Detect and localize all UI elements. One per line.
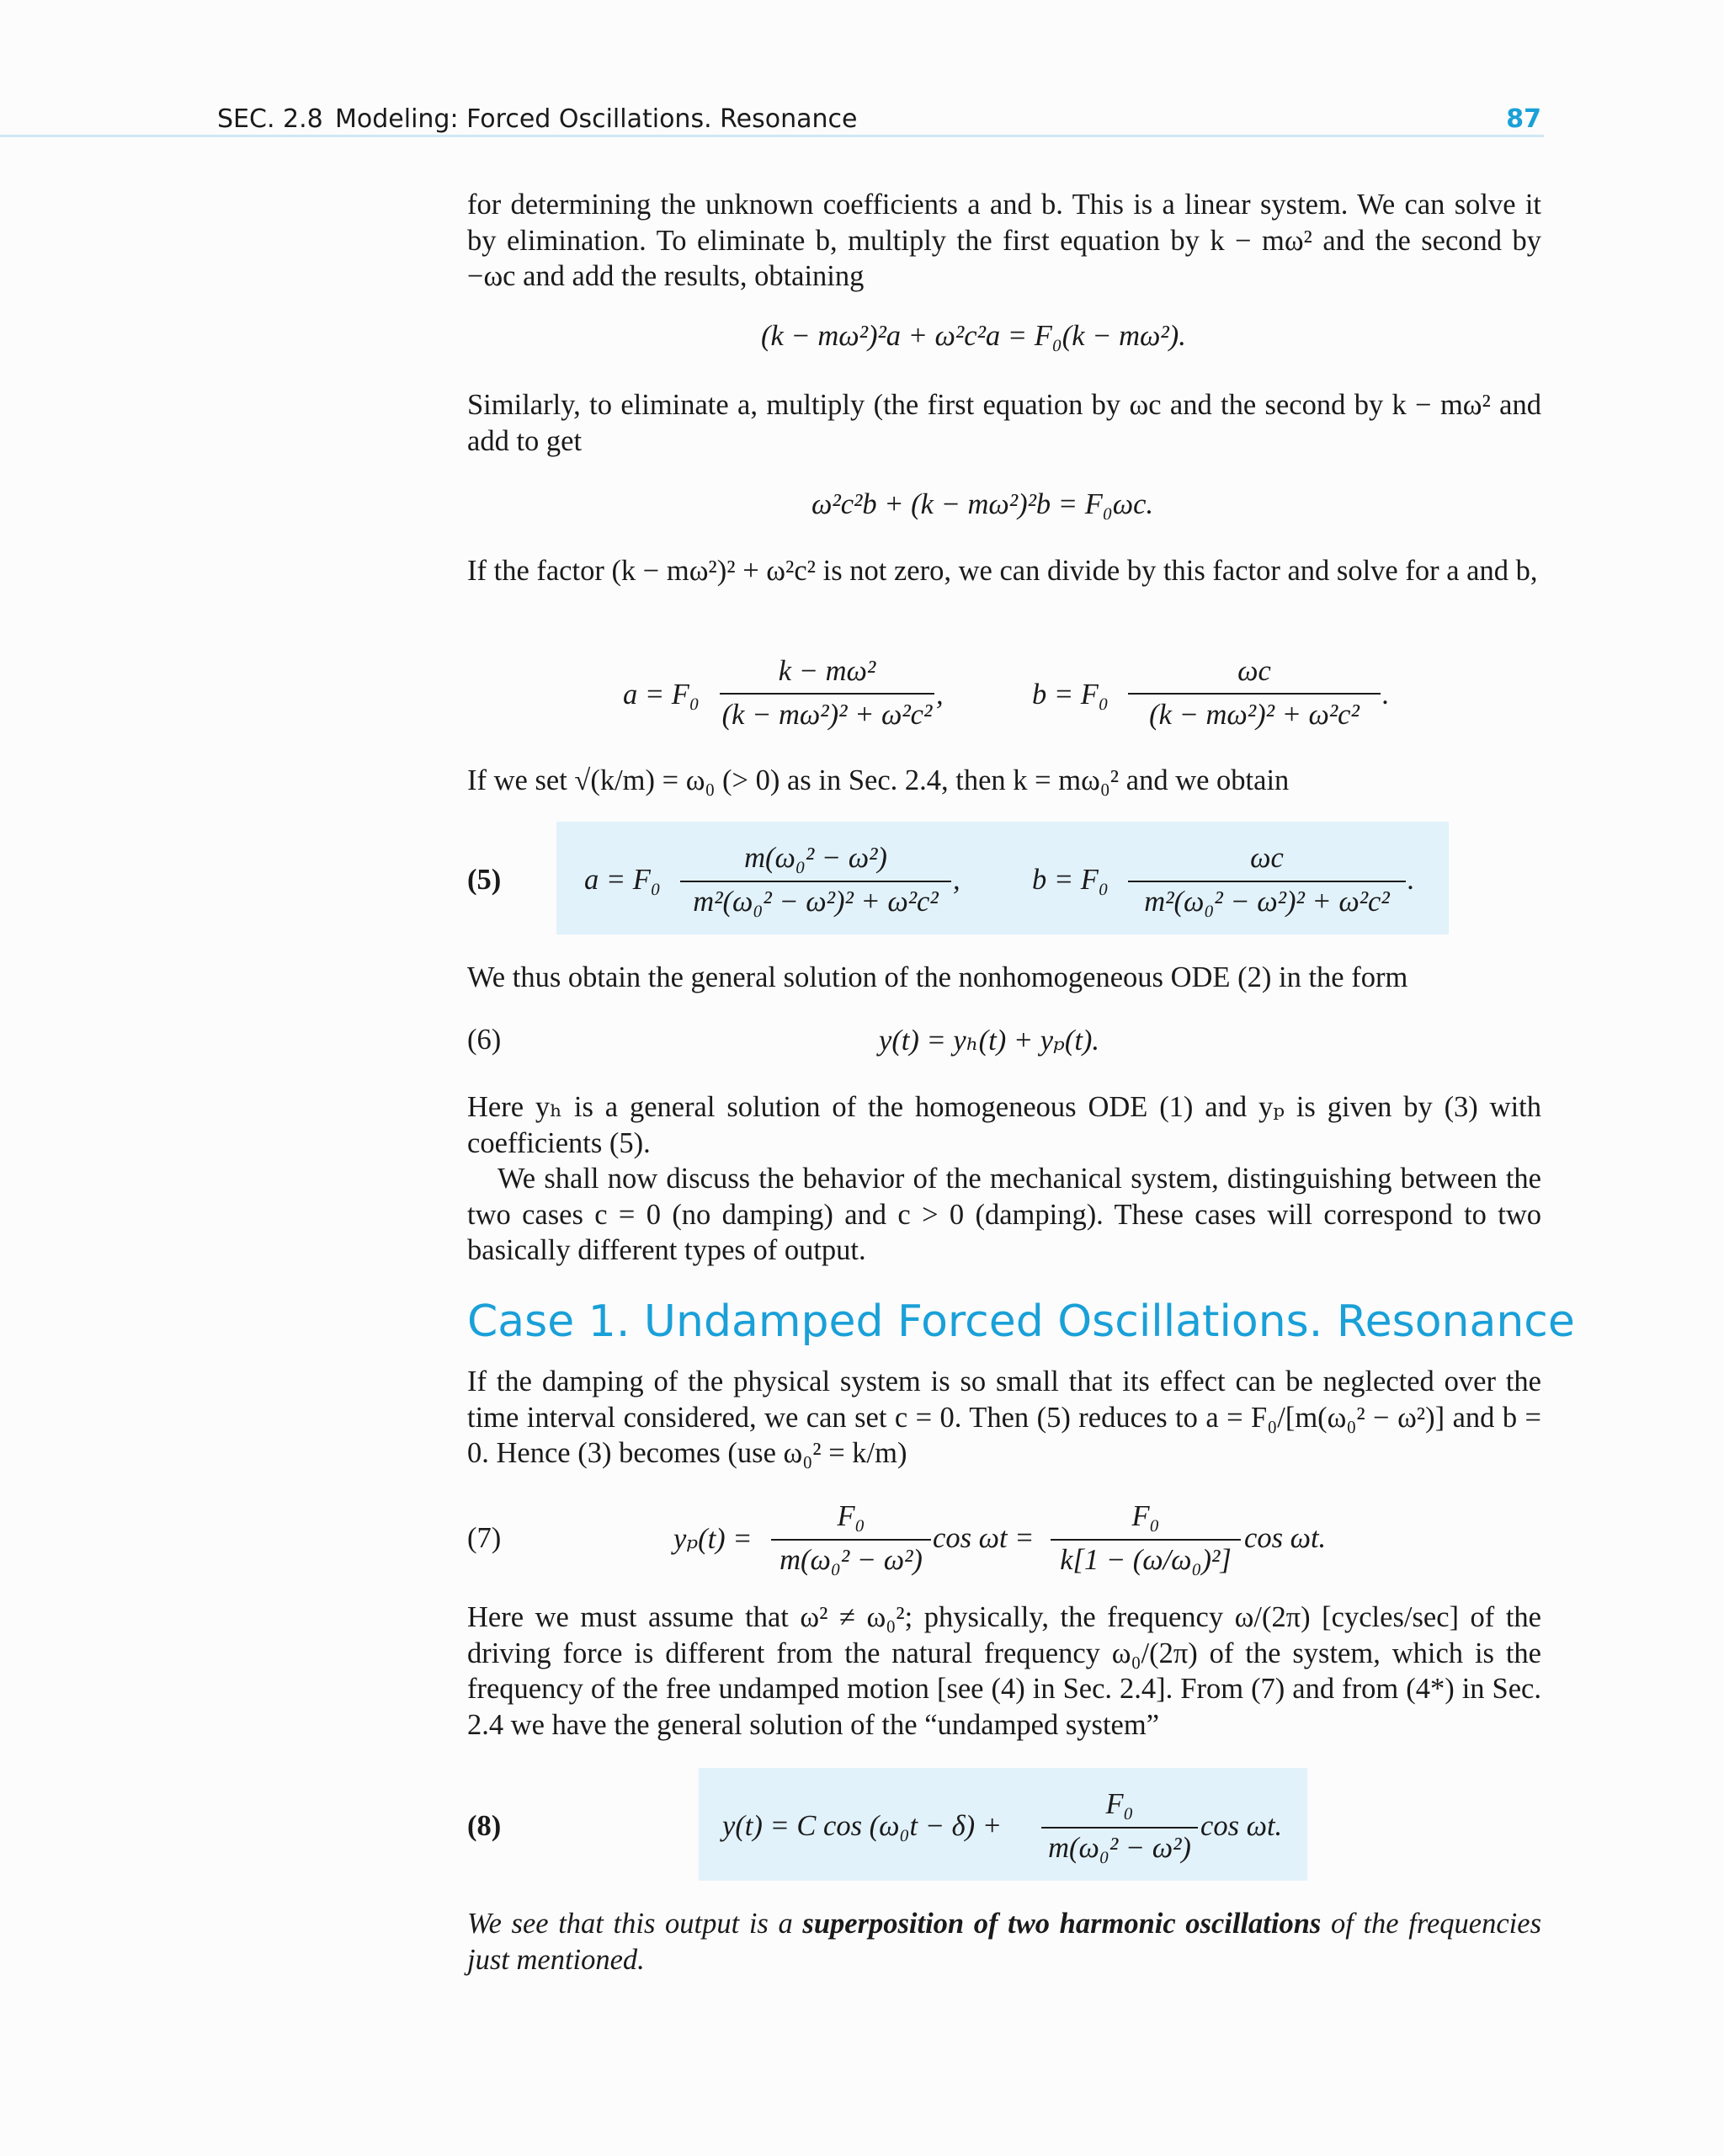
a-lhs: a = F₀ [623,679,700,711]
paragraph-superposition [467,1906,1541,1978]
page-number: 87 [1506,104,1541,134]
eq7-denominator-2: k[1 − (ω/ω₀)²] [1060,1544,1232,1576]
eq8-lhs: y(t) = C cos (ω₀t − δ) + [722,1810,1003,1842]
equation-5-number: (5) [467,864,502,896]
eq5-a-comma: , [953,864,960,896]
eq7-fraction-bar-1 [771,1539,931,1541]
a-comma: , [936,679,944,711]
eq7-mid: cos ωt = [933,1522,1035,1554]
a-numerator: k − mω² [778,655,876,687]
paragraph-divide-factor: If the factor (k − mω²)² + ω²c² is not zero, we can divide by this factor and solve for a and b, [467,555,1538,587]
equation-6-number: (6) [467,1024,502,1056]
eq8-denominator: m(ω₀² − ω²) [1048,1832,1191,1864]
paragraph-elimination: for determining the unknown coefficients a and b. This is a linear system. We can solve it by elimination. To eliminate b, multiply the first equation by k − mω² and the second by −ωc and add the results, obtaining [467,189,1541,292]
paragraph-eliminate-a: Similarly, to eliminate a, multiply (the first equation by ωc and the second by k − mω² and add to get [467,389,1541,457]
b-fraction-bar [1128,693,1381,695]
b-numerator: ωc [1237,655,1271,687]
eq7-fraction-bar-2 [1051,1539,1241,1541]
equation-8-number: (8) [467,1810,502,1842]
paragraph-undamped: If the damping of the physical system is so small that its effect can be neglected over the time interval considered, we can set c = 0. Then (5) reduces to a = F₀/[m(ω₀² − ω²)] and b = 0. Hence (3) becomes (use ω₀² = k/m) [467,1365,1541,1469]
superposition-post: of the frequencies just mentioned. [467,1908,1541,1976]
eq7-tail: cos ωt. [1244,1522,1327,1554]
eq5-a-denominator: m²(ω₀² − ω²)² + ω²c² [693,886,939,918]
a-denominator: (k − mω²)² + ω²c² [721,699,933,731]
section-title: Modeling: Forced Oscillations. Resonance [335,104,858,134]
eq5-a-numerator: m(ω₀² − ω²) [744,842,887,874]
case-1-heading: Case 1. Undamped Forced Oscillations. Resonance [467,1296,1575,1347]
eq7-numerator-2: F₀ [1131,1500,1160,1532]
superposition-emphasis: superposition of two harmonic oscillations [802,1908,1322,1940]
equation-a-elimination: (k − mω²)²a + ω²c²a = F₀(k − mω²). [761,320,1186,352]
equation-6: y(t) = yₕ(t) + yₚ(t). [879,1025,1100,1057]
b-lhs: b = F₀ [1032,679,1109,711]
eq7-denominator-1: m(ω₀² − ω²) [780,1544,923,1576]
b-period: . [1382,679,1390,711]
paragraph-general-solution: We thus obtain the general solution of the nonhomogeneous ODE (2) in the form [467,961,1408,993]
header-rule [0,135,1544,137]
b-denominator: (k − mω²)² + ω²c² [1149,699,1360,731]
eq5-b-period: . [1407,864,1415,896]
equation-b-elimination: ω²c²b + (k − mω²)²b = F₀ωc. [811,488,1154,520]
paragraph-set-omega0: If we set √(k/m) = ω₀ (> 0) as in Sec. 2.4, then k = mω₀² and we obtain [467,764,1290,796]
eq8-numerator: F₀ [1105,1788,1134,1820]
eq5-b-denominator: m²(ω₀² − ω²)² + ω²c² [1144,886,1390,918]
superposition-pre: We see that this output is a [467,1908,803,1940]
eq5-a-fraction-bar [680,881,951,882]
equation-7-number: (7) [467,1522,502,1554]
eq5-a-lhs: a = F₀ [584,864,661,896]
eq8-fraction-bar [1041,1827,1198,1829]
a-fraction-bar [720,693,934,695]
paragraph-behavior: We shall now discuss the behavior of the mechanical system, distinguishing between the two cases c = 0 (no damping) and c > 0 (damping). These cases will correspond to two basically different types of output. [467,1163,1541,1266]
eq5-b-numerator: ωc [1250,842,1284,874]
eq7-numerator-1: F₀ [837,1500,865,1532]
eq5-b-lhs: b = F₀ [1032,864,1109,896]
paragraph-yh-yp: Here yₕ is a general solution of the homogeneous ODE (1) and yₚ is given by (3) with coefficients (5). [467,1091,1541,1159]
eq8-tail: cos ωt. [1200,1810,1283,1842]
eq5-b-fraction-bar [1128,881,1406,882]
eq7-lhs: yₚ(t) = [673,1523,753,1555]
paragraph-assume-omega: Here we must assume that ω² ≠ ω₀²; physically, the frequency ω/(2π) [cycles/sec] of the driving force is different from the natural frequency ω₀/(2π) of the system, which is the frequency of the free undamped motion [see (4) in Sec. 2.4]. From (7) and from (4*) in Sec. 2.4 we have the general solution of the “undamped system” [467,1601,1541,1741]
section-number: SEC. 2.8 [217,104,323,134]
